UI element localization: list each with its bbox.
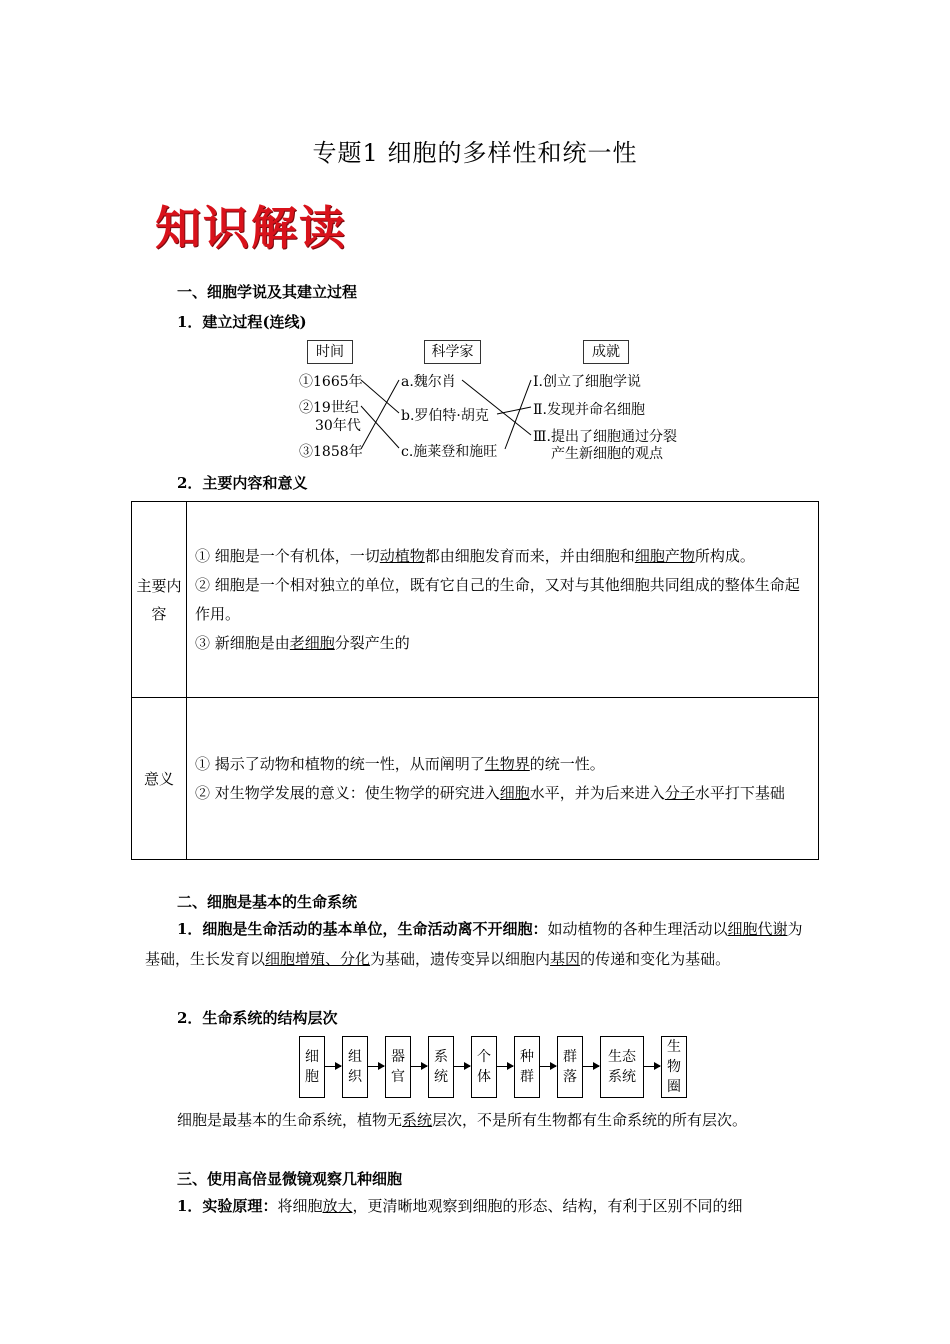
answer-underline: 老细胞: [289, 633, 335, 652]
connector-line: [361, 380, 399, 449]
level-box: 种群: [514, 1036, 540, 1098]
scientist-item: c.施莱登和施旺: [401, 444, 498, 460]
section-banner: 知识解读: [155, 201, 347, 255]
page-title: 专题1 细胞的多样性和统一性: [312, 139, 638, 167]
achievement-item: Ⅲ.提出了细胞通过分裂: [533, 429, 677, 445]
level-box: 细胞: [299, 1036, 325, 1098]
header-scientist: 科学家: [424, 340, 481, 364]
level-box: 生物圈: [661, 1036, 687, 1098]
achievement-item: 产生新细胞的观点: [551, 446, 663, 462]
arrow-icon: [410, 1066, 427, 1067]
row-label: 主要内容: [132, 502, 187, 698]
level-box: 系统: [428, 1036, 454, 1098]
arrow-icon: [324, 1066, 341, 1067]
level-box: 群落: [557, 1036, 583, 1098]
arrow-icon: [643, 1066, 660, 1067]
connector-lines: [0, 0, 950, 500]
section3-heading: 三、使用高倍显微镜观察几种细胞: [177, 1170, 403, 1188]
answer-underline: 细胞: [499, 783, 530, 802]
level-box: 生态系统: [600, 1036, 644, 1098]
row-label: 意义: [132, 698, 187, 860]
row-content: ① 揭示了动物和植物的统一性，从而阐明了生物界的统一性。 ② 对生物学发展的意义：使生物学的研究进入细胞水平，并为后来进入分子水平打下基础: [187, 698, 819, 860]
content-table: [131, 501, 819, 860]
connector-line: [497, 407, 531, 414]
section2-sub2: 2．生命系统的结构层次: [177, 1009, 338, 1027]
arrow-icon: [453, 1066, 470, 1067]
answer-underline: 细胞代谢: [727, 920, 788, 938]
section1-sub2: 2．主要内容和意义: [177, 474, 308, 492]
answer-underline: 放大: [322, 1197, 353, 1215]
connector-line: [505, 380, 531, 449]
arrow-icon: [539, 1066, 556, 1067]
table-row: [132, 502, 819, 698]
achievement-item: Ⅰ.创立了细胞学说: [533, 374, 641, 390]
header-time: 时间: [307, 340, 353, 364]
scientist-item: a.魏尔肖: [401, 374, 456, 390]
time-item: ③1858年: [299, 444, 363, 460]
section2-note: 细胞是最基本的生命系统，植物无系统层次，不是所有生物都有生命系统的所有层次。: [177, 1111, 748, 1129]
level-box: 个体: [471, 1036, 497, 1098]
answer-underline: 系统: [402, 1111, 433, 1129]
section2-para1: 1．细胞是生命活动的基本单位，生命活动离不开细胞：如动植物的各种生理活动以细胞代谢为基础，生长发育以细胞增殖、分化为基础，遗传变异以细胞内基因的传递和变化为基础。: [145, 920, 803, 968]
answer-underline: 基因: [550, 950, 581, 968]
answer-underline: 分子: [664, 783, 695, 802]
time-item: ②19世纪: [299, 400, 359, 416]
section1-sub1: 1．建立过程(连线): [177, 313, 307, 331]
level-box: 器官: [385, 1036, 411, 1098]
time-item: ①1665年: [299, 374, 363, 390]
answer-underline: 生物界: [484, 754, 530, 773]
connector-line: [361, 380, 399, 413]
header-achievement: 成就: [583, 340, 629, 364]
connector-line: [361, 406, 399, 448]
level-box: 组织: [342, 1036, 368, 1098]
row-content: ① 细胞是一个有机体，一切动植物都由细胞发育而来，并由细胞和细胞产物所构成。 ② 细胞是一个相对独立的单位，既有它自己的生命，又对与其他细胞共同组成的整体生命起作用。 ③ 新细胞是由老细胞分裂产生的: [187, 502, 819, 698]
section3-para1: 1．实验原理：将细胞放大，更清晰地观察到细胞的形态、结构，有利于区别不同的细: [177, 1197, 743, 1215]
achievement-item: Ⅱ.发现并命名细胞: [533, 402, 645, 418]
arrow-icon: [367, 1066, 384, 1067]
section2-heading: 二、细胞是基本的生命系统: [177, 893, 358, 911]
arrow-icon: [582, 1066, 599, 1067]
scientist-item: b.罗伯特·胡克: [401, 408, 489, 424]
arrow-icon: [496, 1066, 513, 1067]
section1-heading: 一、细胞学说及其建立过程: [177, 283, 358, 301]
answer-underline: 细胞产物: [634, 546, 695, 565]
answer-underline: 动植物: [379, 546, 425, 565]
answer-underline: 细胞增殖、分化: [265, 950, 371, 968]
table-row: [132, 698, 819, 860]
time-item: 30年代: [315, 418, 361, 434]
